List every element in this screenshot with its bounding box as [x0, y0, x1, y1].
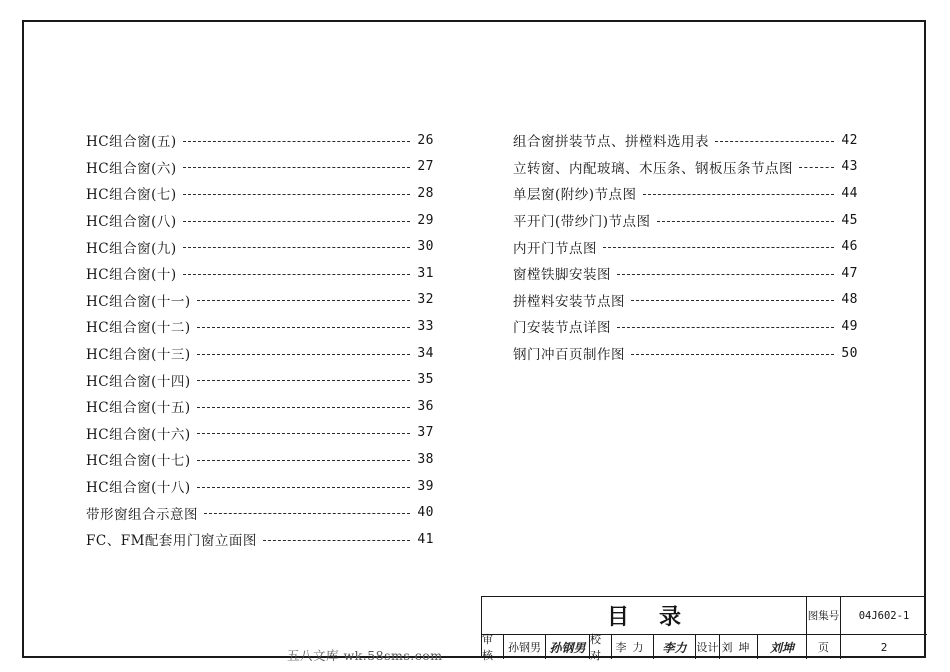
atlas-number-value: 04J602-1 — [841, 597, 927, 635]
check-label: 校对 — [590, 635, 612, 659]
toc-entry-title: HC组合窗(十三) — [86, 347, 191, 364]
toc-entry — [86, 287, 434, 314]
toc-entry — [513, 313, 858, 340]
title-block — [481, 596, 926, 662]
toc-entry-title: HC组合窗(十二) — [86, 320, 191, 337]
toc-entry-title: HC组合窗(十八) — [86, 480, 191, 497]
toc-leader-dashes — [197, 487, 410, 488]
toc-entry-title: 拼樘料安装节点图 — [513, 293, 625, 310]
toc-entry-page: 31 — [417, 265, 434, 281]
toc-right-column — [513, 127, 858, 366]
toc-entry-title: 单层窗(附纱)节点图 — [513, 187, 637, 204]
toc-entry-page: 34 — [417, 345, 434, 361]
toc-entry — [86, 233, 434, 260]
toc-entry-page: 48 — [841, 292, 858, 308]
toc-entry-title: HC组合窗(五) — [86, 134, 177, 151]
toc-entry — [513, 154, 858, 181]
toc-entry-page: 33 — [417, 318, 434, 334]
toc-leader-dashes — [197, 460, 410, 461]
toc-entry-page: 50 — [841, 345, 858, 361]
toc-entry-page: 46 — [841, 239, 858, 255]
toc-entry-page: 27 — [417, 159, 434, 175]
toc-entry-title: HC组合窗(十四) — [86, 373, 191, 390]
toc-entry-title: HC组合窗(十) — [86, 267, 177, 284]
toc-entry-title: HC组合窗(七) — [86, 187, 177, 204]
toc-entry-page: 43 — [841, 159, 858, 175]
toc-entry — [86, 420, 434, 447]
toc-entry-page: 30 — [417, 239, 434, 255]
toc-leader-dashes — [197, 327, 410, 328]
page-label: 页 — [807, 635, 841, 659]
toc-entry-page: 42 — [841, 132, 858, 148]
review-signature: 孙钢男 — [546, 635, 590, 659]
toc-entry-title: 立转窗、内配玻璃、木压条、钢板压条节点图 — [513, 160, 793, 177]
toc-leader-dashes — [631, 300, 834, 301]
toc-leader-dashes — [197, 380, 410, 381]
main-title: 目录 — [482, 597, 807, 635]
toc-entry — [86, 526, 434, 553]
design-name: 刘坤 — [720, 635, 758, 659]
toc-entry — [86, 180, 434, 207]
toc-entry-title: 门安装节点详图 — [513, 320, 611, 337]
toc-leader-dashes — [617, 327, 834, 328]
toc-entry-page: 36 — [417, 398, 434, 414]
toc-leader-dashes — [204, 513, 410, 514]
watermark-text: 五八文库 wk.58sms.com — [287, 648, 443, 663]
toc-leader-dashes — [715, 141, 834, 142]
review-name: 孙钢男 — [504, 635, 546, 659]
toc-leader-dashes — [197, 300, 410, 301]
review-label: 审核 — [482, 635, 504, 659]
check-name: 李力 — [612, 635, 654, 659]
toc-entry — [86, 154, 434, 181]
toc-entry-title: HC组合窗(八) — [86, 214, 177, 231]
toc-entry — [513, 127, 858, 154]
check-signature: 李力 — [654, 635, 696, 659]
toc-leader-dashes — [183, 247, 410, 248]
toc-leader-dashes — [197, 354, 410, 355]
toc-entry — [513, 207, 858, 234]
toc-leader-dashes — [197, 407, 410, 408]
toc-entry — [513, 233, 858, 260]
toc-entry-page: 45 — [841, 212, 858, 228]
toc-entry-title: 内开门节点图 — [513, 240, 597, 257]
toc-entry — [86, 499, 434, 526]
toc-entry — [86, 313, 434, 340]
toc-leader-dashes — [183, 167, 410, 168]
toc-entry-title: 窗樘铁脚安装图 — [513, 267, 611, 284]
toc-entry-page: 47 — [841, 265, 858, 281]
toc-leader-dashes — [183, 274, 410, 275]
toc-entry-page: 39 — [417, 478, 434, 494]
toc-leader-dashes — [643, 194, 834, 195]
toc-leader-dashes — [657, 221, 834, 222]
toc-entry-page: 37 — [417, 425, 434, 441]
toc-entry-title: 带形窗组合示意图 — [86, 506, 198, 523]
toc-entry-title: 组合窗拼装节点、拼樘料选用表 — [513, 134, 709, 151]
toc-entry-page: 32 — [417, 292, 434, 308]
toc-leader-dashes — [183, 194, 410, 195]
toc-entry-page: 49 — [841, 318, 858, 334]
toc-entry — [86, 393, 434, 420]
toc-entry-title: FC、FM配套用门窗立面图 — [86, 533, 257, 550]
toc-entry-title: 平开门(带纱门)节点图 — [513, 214, 651, 231]
toc-leader-dashes — [631, 354, 834, 355]
toc-entry-title: HC组合窗(十六) — [86, 426, 191, 443]
toc-entry — [513, 287, 858, 314]
toc-leader-dashes — [263, 540, 410, 541]
toc-entry-title: HC组合窗(九) — [86, 240, 177, 257]
toc-leader-dashes — [197, 433, 410, 434]
toc-entry-page: 29 — [417, 212, 434, 228]
toc-entry-page: 35 — [417, 372, 434, 388]
toc-entry — [86, 340, 434, 367]
toc-leader-dashes — [183, 221, 410, 222]
toc-entry-title: HC组合窗(十五) — [86, 400, 191, 417]
toc-leader-dashes — [617, 274, 834, 275]
toc-entry — [86, 127, 434, 154]
toc-entry-title: HC组合窗(六) — [86, 160, 177, 177]
toc-entry — [86, 207, 434, 234]
toc-entry-page: 40 — [417, 505, 434, 521]
toc-entry — [513, 340, 858, 367]
toc-entry-page: 41 — [417, 531, 434, 547]
toc-leader-dashes — [603, 247, 834, 248]
toc-entry-title: HC组合窗(十一) — [86, 293, 191, 310]
toc-entry — [86, 260, 434, 287]
design-label: 设计 — [696, 635, 720, 659]
toc-leader-dashes — [183, 141, 410, 142]
design-signature: 刘坤 — [758, 635, 807, 659]
toc-entry-title: HC组合窗(十七) — [86, 453, 191, 470]
toc-entry-page: 26 — [417, 132, 434, 148]
toc-entry — [86, 366, 434, 393]
toc-leader-dashes — [799, 167, 834, 168]
toc-entry-title: 钢门冲百页制作图 — [513, 347, 625, 364]
atlas-number-label: 图集号 — [807, 597, 841, 635]
toc-entry — [513, 180, 858, 207]
page-number: 2 — [880, 640, 888, 654]
toc-entry-page: 44 — [841, 185, 858, 201]
toc-entry — [86, 473, 434, 500]
toc-left-column — [86, 127, 434, 553]
toc-entry-page: 28 — [417, 185, 434, 201]
toc-entry — [513, 260, 858, 287]
toc-entry — [86, 446, 434, 473]
toc-entry-page: 38 — [417, 451, 434, 467]
